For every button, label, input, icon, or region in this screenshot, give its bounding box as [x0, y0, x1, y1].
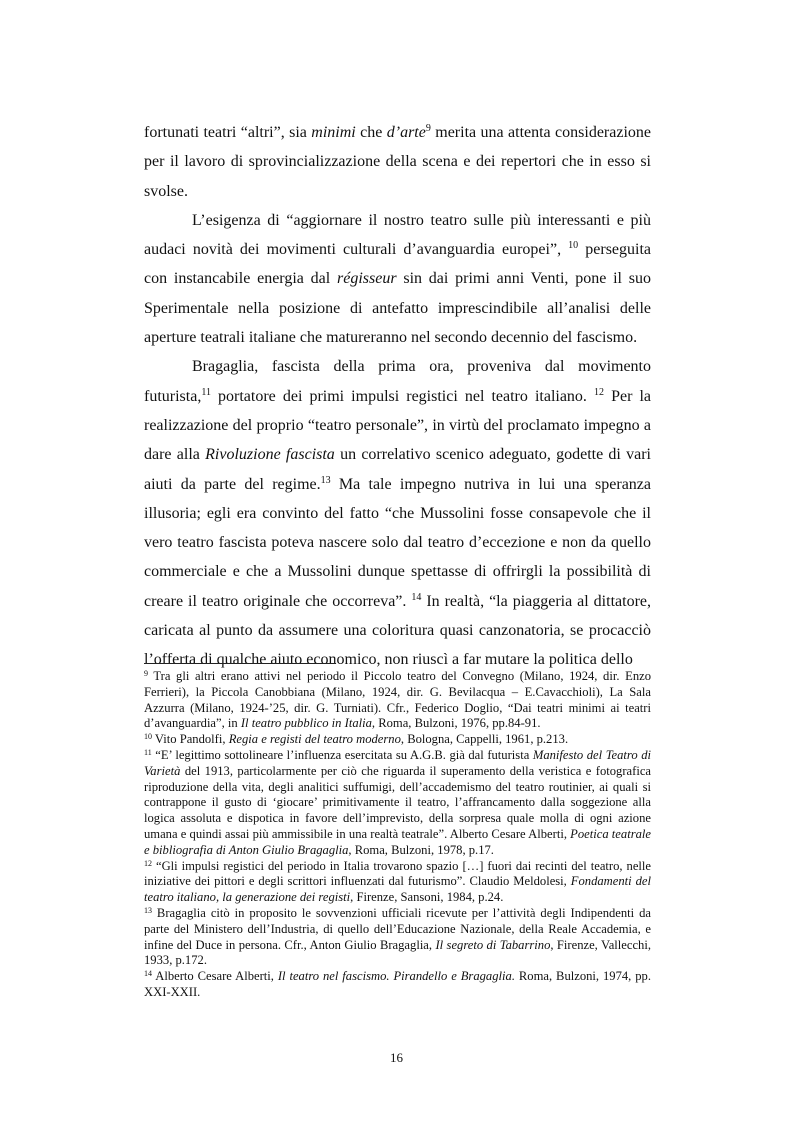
paragraph-2: L’esigenza di “aggiornare il nostro teatro sulle più interessanti e più audaci novità dei movimenti culturali d’avanguardia europei”, $^{10}$ perseguita con instancabile energia dal régisseur sin dai primi anni Venti, pone il suo Sperimentale nella posizione di antefatto imprescindibile all’analisi delle aperture teatrali italiane che matureranno nel secondo decennio del fascismo. — [144, 211, 652, 347]
footnote-14: $^{14}$ Alberto Cesare Alberti, Il teatro nel fascismo. Pirandello e Bragaglia. Roma, Bulzoni, 1974, pp. XXI-XXII. — [144, 969, 651, 999]
footnote-ref-14[interactable]: 14 — [411, 591, 422, 603]
footnote-13: $^{13}$ Bragaglia citò in proposito le sovvenzioni ufficiali ricevute per l’attività degli Indipendenti da parte del Ministero dell’Industria, di quello dell’Educazione Nazionale, della Reale Accademia, e infine del Duce in persona. Cfr., Anton Giulio Bragaglia, Il segreto di Tabarrino, Firenze, Vallecchi, 1933, p.172. — [144, 905, 651, 968]
body-text — [144, 118, 651, 675]
footnote-ref-13[interactable]: 13 — [320, 474, 331, 486]
paragraph-1: fortunati teatri “altri”, sia minimi che d’arte$^9$ merita una attenta considerazione per il lavoro di sprovincializzazione della scena e dei repertori che in esso si svolse. — [144, 123, 652, 200]
footnote-12: $^{12}$ “Gli impulsi registici del periodo in Italia trovarono spazio […] fuori dai recinti del teatro, nelle iniziative dei pittori e degli scrittori influenzati dal futurismo”. Claudio Meldolesi, Fondamenti del teatro italiano, la generazione dei registi, Firenze, Sansoni, 1984, p.24. — [144, 858, 651, 905]
italic-term: minimi — [311, 124, 356, 141]
italic-term: d’arte — [386, 124, 426, 141]
footnote-9: $^9$ Tra gli altri erano attivi nel periodo il Piccolo teatro del Convegno (Milano, 1924, dir. Enzo Ferrieri), la Piccola Canobbiana (Milano, 1924, dir. G. Bevilacqua – E.Cavacchioli), La Sala Azzurra (Milano, 1924-’25, dir. G. Turniati). Cfr., Federico Doglio, “Dai teatri minimi ai teatri d’avanguardia”, in Il teatro pubblico in Italia, Roma, Bulzoni, 1976, pp.84-91. — [144, 669, 651, 731]
footnote-ref-10[interactable]: 10 — [568, 240, 579, 252]
footnote-ref-11[interactable]: 11 — [201, 386, 211, 398]
page-number: 16 — [390, 1050, 403, 1065]
paragraph-3: Bragaglia, fascista della prima ora, proveniva dal movimento futurista,$^{11}$ portatore dei primi impulsi registici nel teatro italiano. $^{12}$ Per la realizzazione del proprio “teatro personale”, in virtù del proclamato impegno a dare alla Rivoluzione fascista un correlativo scenico adeguato, godette di vari aiuti da parte del regime.$^{13}$ Ma tale impegno nutriva in lui una speranza illusoria; egli era convinto del fatto “che Mussolini fosse consapevole che il vero teatro fascista poteva nascere solo dal teatro d’eccezione e non da quello commerciale e che a Mussolini dunque spettasse di offrirgli la possibilità di creare il teatro originale che occorreva”. $^{14}$ In realtà, “la piaggeria al dittatore, caricata al punto da assumere una coloritura quasi canzonatoria, se procacciò l’offerta di qualche aiuto economico, non riuscì a far mutare la politica dello — [144, 358, 651, 669]
footnote-ref-12[interactable]: 12 — [594, 386, 604, 398]
footnotes — [144, 669, 651, 1001]
italic-term: Rivoluzione fascista — [205, 446, 335, 464]
footnote-ref-9[interactable]: 9 — [425, 123, 431, 134]
italic-term: régisseur — [337, 270, 397, 288]
footnote-separator — [144, 663, 336, 664]
footnote-11: $^{11}$ “E’ legittimo sottolineare l’influenza esercitata su A.G.B. già dal futurista Manifesto del Teatro di Varietà del 1913, particolarmente per ciò che riguarda il superamento della veristica e fotografica riproduzione della vita, degli analitici suffumigi, dell’accademismo del teatro routinier, ai quali si contrappone il gusto di ‘giocare’ primitivamente il teatro, l’affrancamento dalla soggezione alla logica assoluta e dispotica in favore dell’imprevisto, della sorpresa quale molla di ogni azione umana e quindi assai più ammissibile in una realtà teatrale”. Alberto Cesare Alberti, Poetica teatrale e bibliografia di Anton Giulio Bragaglia, Roma, Bulzoni, 1978, p.17. — [144, 747, 651, 857]
footnote-10: $^{10}$ Vito Pandolfi, Regia e registi del teatro moderno, Bologna, Cappelli, 1961, p.213. — [144, 732, 569, 747]
